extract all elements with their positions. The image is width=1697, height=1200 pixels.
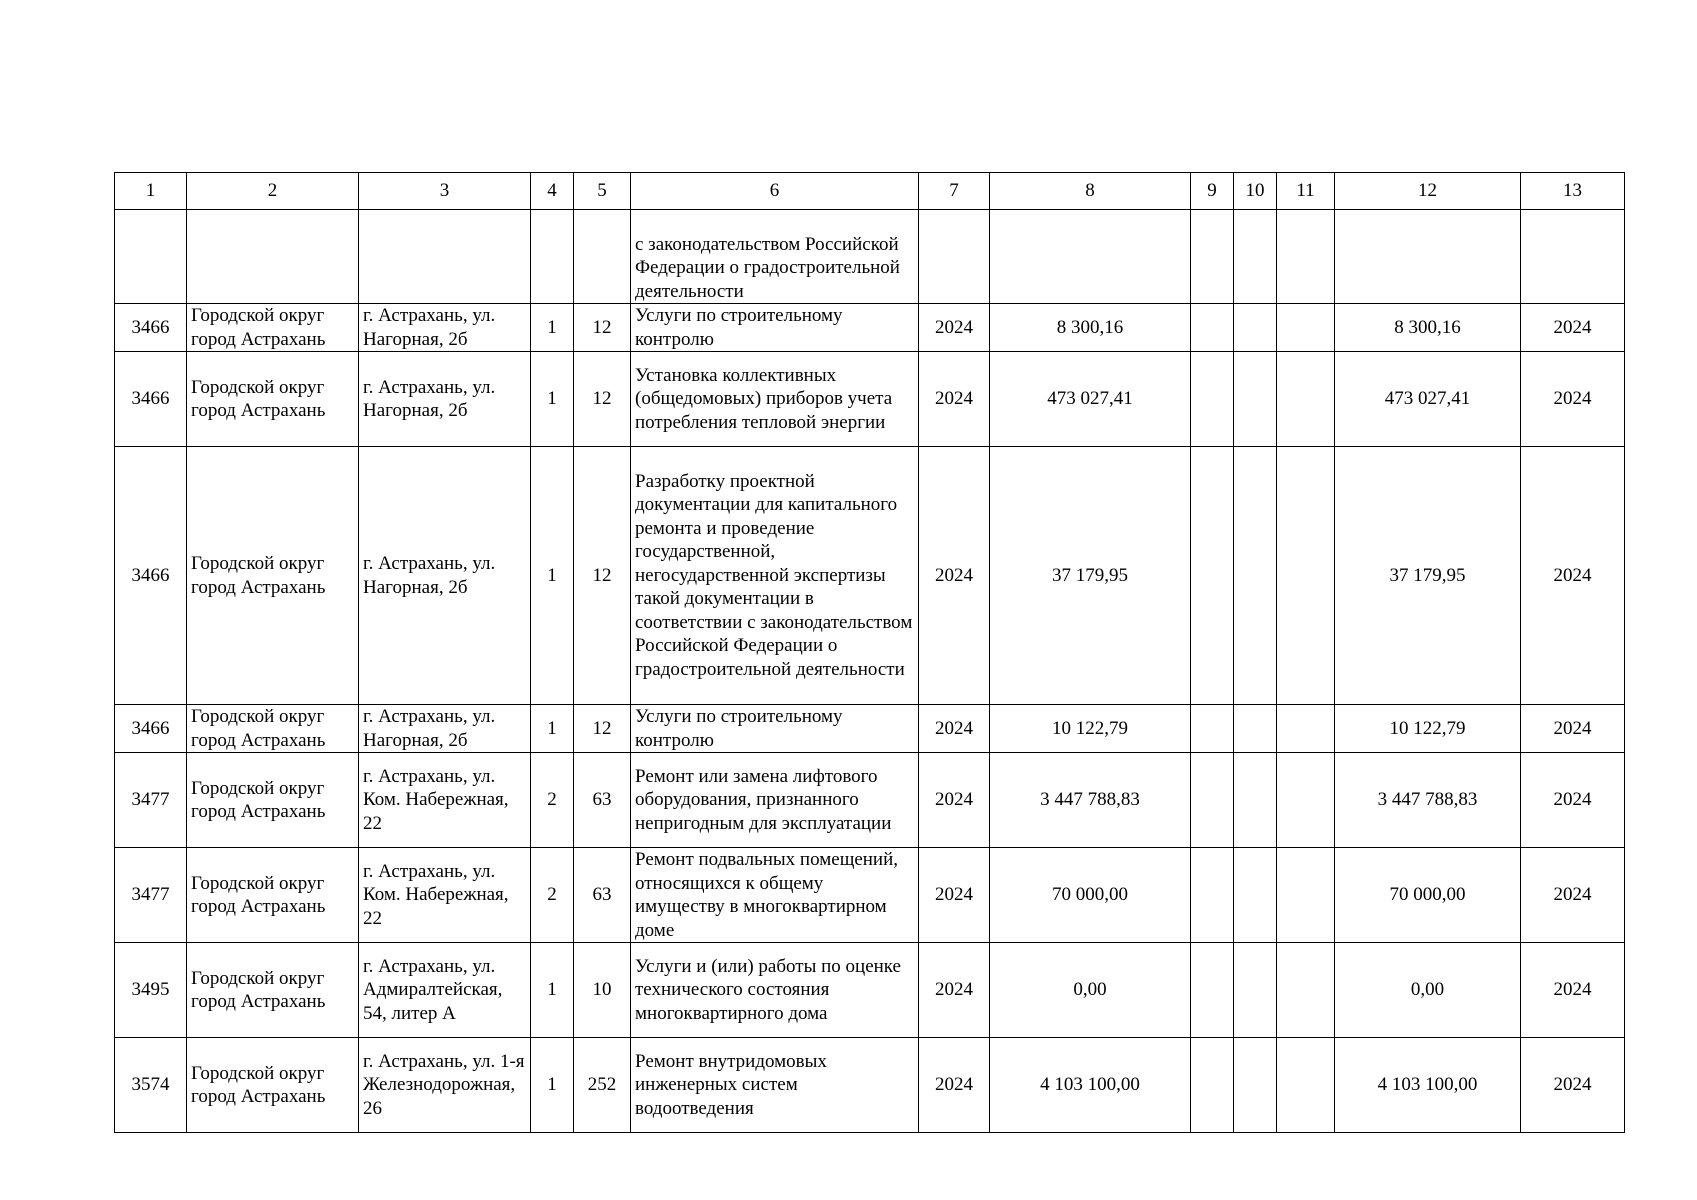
year-cell: 2024 <box>919 943 990 1038</box>
column-12-cell: 4 103 100,00 <box>1335 1038 1521 1133</box>
column-10-cell <box>1234 304 1277 352</box>
house-id-cell: 3466 <box>115 304 187 352</box>
column-4-cell: 1 <box>531 304 574 352</box>
table-row <box>115 753 1625 848</box>
header-cell: 12 <box>1335 173 1521 210</box>
municipality-cell: Городской округ город Астрахань <box>187 753 359 848</box>
work-description-cell: Разработку проектной документации для капитального ремонта и проведение государственной, негосударственной экспертизы такой документации в соответствии с законодательством Российской Федерации о градостроительной деятельности <box>631 447 919 705</box>
cost-cell: 473 027,41 <box>990 352 1191 447</box>
column-13-cell: 2024 <box>1521 848 1625 943</box>
column-9-cell <box>1191 304 1234 352</box>
year-cell: 2024 <box>919 705 990 753</box>
header-cell: 11 <box>1277 173 1335 210</box>
column-12-cell: 10 122,79 <box>1335 705 1521 753</box>
header-cell: 5 <box>574 173 631 210</box>
column-10-cell <box>1234 705 1277 753</box>
municipality-cell: Городской округ город Астрахань <box>187 848 359 943</box>
house-id-cell: 3574 <box>115 1038 187 1133</box>
column-13-cell: 2024 <box>1521 753 1625 848</box>
column-9-cell <box>1191 1038 1234 1133</box>
address-cell: г. Астрахань, ул. Нагорная, 2б <box>359 304 531 352</box>
address-cell: г. Астрахань, ул. Нагорная, 2б <box>359 705 531 753</box>
municipality-cell: Городской округ город Астрахань <box>187 943 359 1038</box>
column-12-cell: 70 000,00 <box>1335 848 1521 943</box>
work-description-cell: с законодательством Российской Федерации о градостроительной деятельности <box>631 210 919 304</box>
column-11-cell <box>1277 447 1335 705</box>
house-id-cell: 3477 <box>115 848 187 943</box>
column-12-cell: 8 300,16 <box>1335 304 1521 352</box>
column-9-cell <box>1191 447 1234 705</box>
column-4-cell: 1 <box>531 1038 574 1133</box>
header-cell: 9 <box>1191 173 1234 210</box>
cost-cell: 3 447 788,83 <box>990 753 1191 848</box>
column-4-cell: 1 <box>531 705 574 753</box>
table-row <box>115 447 1625 705</box>
empty-cell <box>187 210 359 304</box>
work-description-cell: Услуги и (или) работы по оценке технического состояния многоквартирного дома <box>631 943 919 1038</box>
work-description-cell: Услуги по строительному контролю <box>631 304 919 352</box>
address-cell: г. Астрахань, ул. Нагорная, 2б <box>359 352 531 447</box>
work-description-cell: Установка коллективных (общедомовых) приборов учета потребления тепловой энергии <box>631 352 919 447</box>
column-10-cell <box>1234 352 1277 447</box>
column-11-cell <box>1277 943 1335 1038</box>
column-11-cell <box>1277 705 1335 753</box>
address-cell: г. Астрахань, ул. Ком. Набережная, 22 <box>359 753 531 848</box>
empty-cell <box>1335 210 1521 304</box>
table-row <box>115 943 1625 1038</box>
empty-cell <box>1277 210 1335 304</box>
column-9-cell <box>1191 753 1234 848</box>
column-12-cell: 0,00 <box>1335 943 1521 1038</box>
cost-cell: 4 103 100,00 <box>990 1038 1191 1133</box>
cost-cell: 37 179,95 <box>990 447 1191 705</box>
house-id-cell: 3477 <box>115 753 187 848</box>
column-12-cell: 3 447 788,83 <box>1335 753 1521 848</box>
continuation-row <box>115 210 1625 304</box>
empty-cell <box>1234 210 1277 304</box>
column-13-cell: 2024 <box>1521 304 1625 352</box>
address-cell: г. Астрахань, ул. 1-я Железнодорожная, 26 <box>359 1038 531 1133</box>
empty-cell <box>1521 210 1625 304</box>
empty-cell <box>359 210 531 304</box>
table-row <box>115 848 1625 943</box>
table-row <box>115 352 1625 447</box>
header-cell: 8 <box>990 173 1191 210</box>
header-cell: 2 <box>187 173 359 210</box>
column-9-cell <box>1191 943 1234 1038</box>
column-10-cell <box>1234 753 1277 848</box>
cost-cell: 70 000,00 <box>990 848 1191 943</box>
column-11-cell <box>1277 1038 1335 1133</box>
header-cell: 6 <box>631 173 919 210</box>
column-5-cell: 252 <box>574 1038 631 1133</box>
column-4-cell: 2 <box>531 848 574 943</box>
column-4-cell: 1 <box>531 447 574 705</box>
column-13-cell: 2024 <box>1521 1038 1625 1133</box>
municipality-cell: Городской округ город Астрахань <box>187 352 359 447</box>
column-12-cell: 37 179,95 <box>1335 447 1521 705</box>
column-4-cell: 1 <box>531 352 574 447</box>
column-5-cell: 12 <box>574 447 631 705</box>
column-9-cell <box>1191 848 1234 943</box>
empty-cell <box>531 210 574 304</box>
empty-cell <box>115 210 187 304</box>
cost-cell: 10 122,79 <box>990 705 1191 753</box>
column-5-cell: 12 <box>574 352 631 447</box>
year-cell: 2024 <box>919 848 990 943</box>
house-id-cell: 3466 <box>115 705 187 753</box>
header-cell: 3 <box>359 173 531 210</box>
column-5-cell: 10 <box>574 943 631 1038</box>
municipality-cell: Городской округ город Астрахань <box>187 304 359 352</box>
cost-cell: 8 300,16 <box>990 304 1191 352</box>
municipality-cell: Городской округ город Астрахань <box>187 705 359 753</box>
column-5-cell: 63 <box>574 848 631 943</box>
capital-repair-table <box>114 172 1625 1133</box>
address-cell: г. Астрахань, ул. Ком. Набережная, 22 <box>359 848 531 943</box>
house-id-cell: 3495 <box>115 943 187 1038</box>
column-5-cell: 63 <box>574 753 631 848</box>
column-10-cell <box>1234 943 1277 1038</box>
year-cell: 2024 <box>919 1038 990 1133</box>
table-row <box>115 1038 1625 1133</box>
column-11-cell <box>1277 753 1335 848</box>
column-11-cell <box>1277 848 1335 943</box>
year-cell: 2024 <box>919 352 990 447</box>
header-cell: 1 <box>115 173 187 210</box>
municipality-cell: Городской округ город Астрахань <box>187 1038 359 1133</box>
work-description-cell: Ремонт подвальных помещений, относящихся к общему имуществу в многоквартирном доме <box>631 848 919 943</box>
house-id-cell: 3466 <box>115 447 187 705</box>
address-cell: г. Астрахань, ул. Адмиралтейская, 54, литер А <box>359 943 531 1038</box>
cost-cell: 0,00 <box>990 943 1191 1038</box>
column-13-cell: 2024 <box>1521 352 1625 447</box>
work-description-cell: Услуги по строительному контролю <box>631 705 919 753</box>
header-cell: 4 <box>531 173 574 210</box>
column-number-row <box>115 173 1625 210</box>
column-12-cell: 473 027,41 <box>1335 352 1521 447</box>
empty-cell <box>1191 210 1234 304</box>
municipality-cell: Городской округ город Астрахань <box>187 447 359 705</box>
column-5-cell: 12 <box>574 304 631 352</box>
column-13-cell: 2024 <box>1521 943 1625 1038</box>
header-cell: 10 <box>1234 173 1277 210</box>
column-11-cell <box>1277 352 1335 447</box>
house-id-cell: 3466 <box>115 352 187 447</box>
column-11-cell <box>1277 304 1335 352</box>
table-row <box>115 304 1625 352</box>
table-row <box>115 705 1625 753</box>
column-10-cell <box>1234 1038 1277 1133</box>
header-cell: 7 <box>919 173 990 210</box>
empty-cell <box>990 210 1191 304</box>
header-cell: 13 <box>1521 173 1625 210</box>
column-4-cell: 1 <box>531 943 574 1038</box>
column-13-cell: 2024 <box>1521 705 1625 753</box>
year-cell: 2024 <box>919 753 990 848</box>
column-5-cell: 12 <box>574 705 631 753</box>
column-10-cell <box>1234 848 1277 943</box>
column-4-cell: 2 <box>531 753 574 848</box>
work-description-cell: Ремонт внутридомовых инженерных систем водоотведения <box>631 1038 919 1133</box>
column-13-cell: 2024 <box>1521 447 1625 705</box>
year-cell: 2024 <box>919 304 990 352</box>
address-cell: г. Астрахань, ул. Нагорная, 2б <box>359 447 531 705</box>
column-9-cell <box>1191 705 1234 753</box>
year-cell: 2024 <box>919 447 990 705</box>
empty-cell <box>919 210 990 304</box>
work-description-cell: Ремонт или замена лифтового оборудования, признанного непригодным для эксплуатации <box>631 753 919 848</box>
column-9-cell <box>1191 352 1234 447</box>
column-10-cell <box>1234 447 1277 705</box>
empty-cell <box>574 210 631 304</box>
